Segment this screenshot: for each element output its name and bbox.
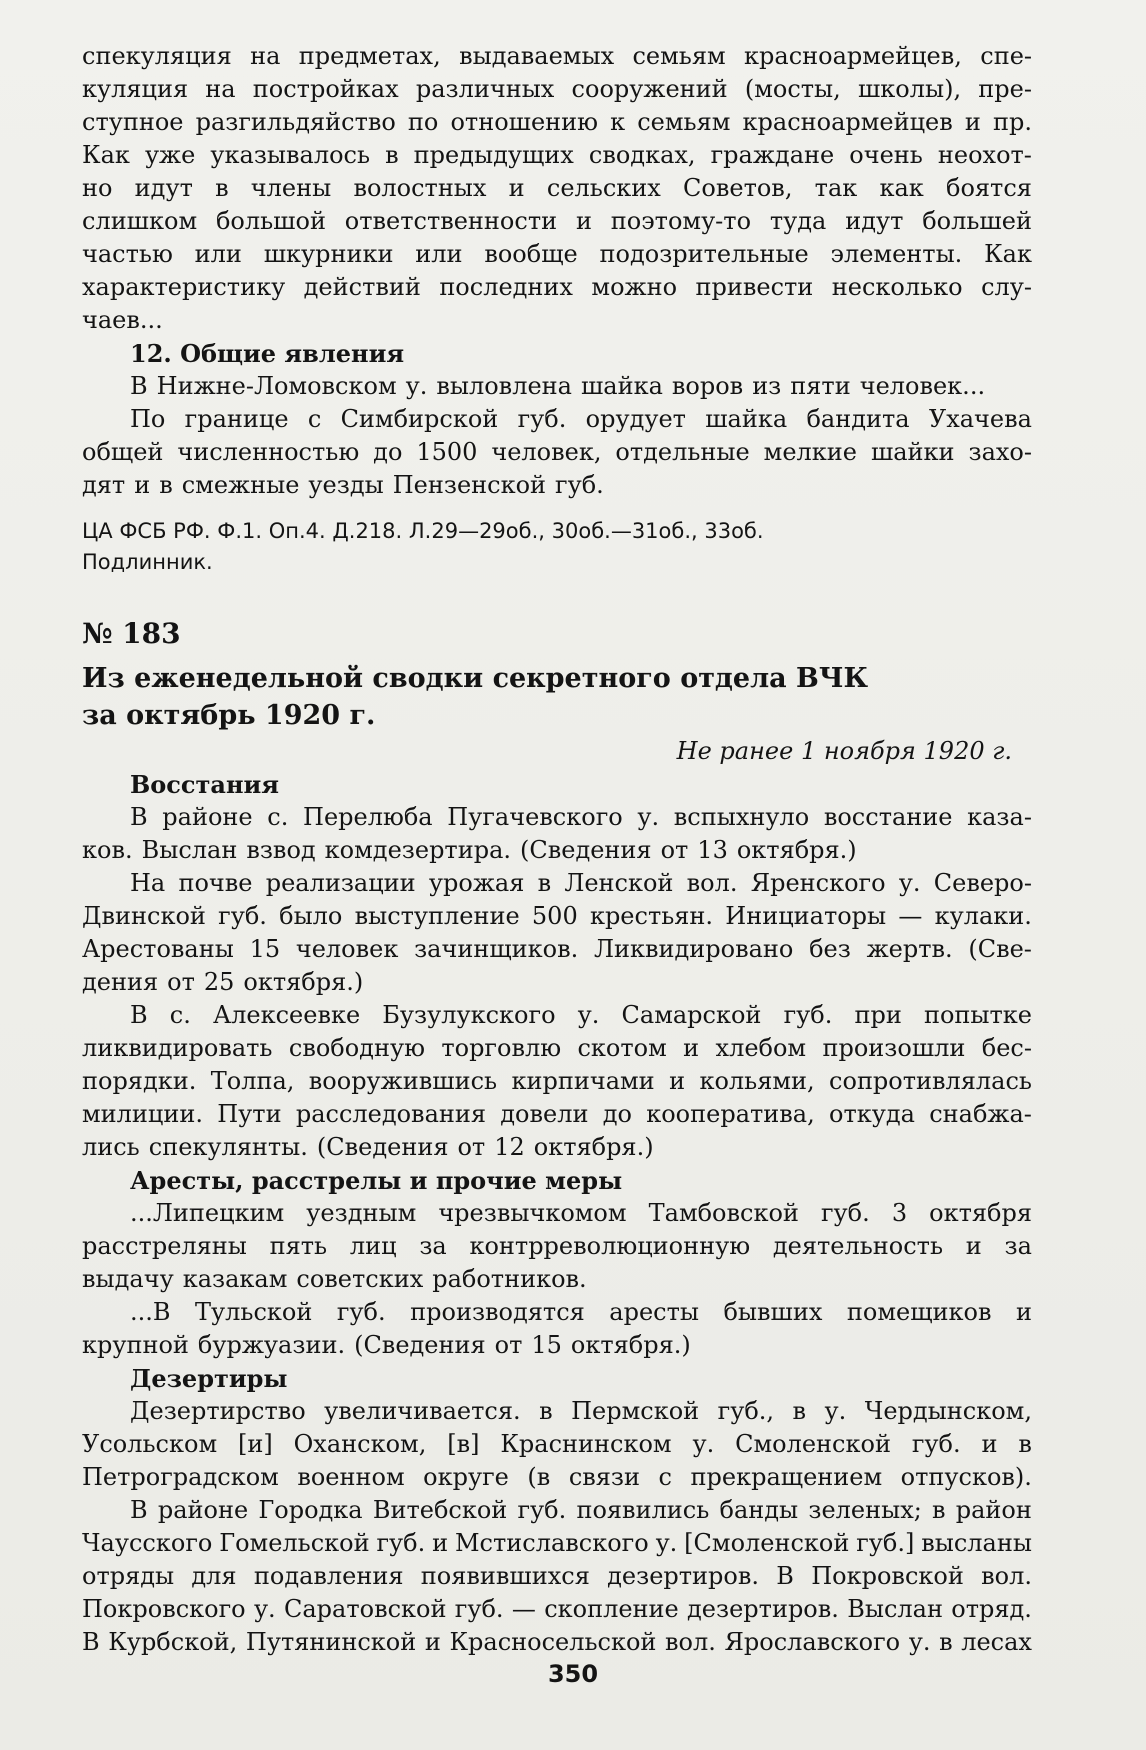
text-line: выдачу казакам советских работников.	[82, 1265, 587, 1293]
text-line: отряды для подавления появившихся дезертиров. В Покровской вол.	[82, 1562, 1032, 1590]
paragraph-desertion-increase	[82, 1395, 1032, 1494]
document-number: № 183	[82, 617, 181, 650]
text-line: ...В Тульской губ. производятся аресты бывших помещиков и	[130, 1298, 1032, 1326]
text-line: В районе Городка Витебской губ. появились банды зеленых; в район	[130, 1496, 1032, 1524]
text-line: ...Липецким уездным чрезвычкомом Тамбовской губ. 3 октября	[130, 1199, 1032, 1227]
section-heading-arrests: Аресты, расстрелы и прочие меры	[130, 1166, 623, 1195]
text-line: В Нижне-Ломовском у. выловлена шайка воров из пяти человек...	[130, 372, 986, 400]
paragraph-ukhachev-band	[82, 403, 1032, 502]
text-line: милиции. Пути расследования довели до кооператива, откуда снабжа-	[82, 1100, 1032, 1128]
text-line: куляция на постройках различных сооружений (мосты, школы), пре-	[82, 75, 1032, 103]
text-line: Петроградском военном округе (в связи с прекращением отпусков).	[82, 1463, 1032, 1491]
text-line: слишком большой ответственности и поэтому-то туда идут большей	[82, 207, 1032, 235]
text-line: Усольском [и] Оханском, [в] Краснинском у. Смоленской губ. и в	[82, 1430, 1032, 1458]
text-line: ступное разгильдяйство по отношению к семьям красноармейцев и пр.	[82, 108, 1032, 136]
document-date: Не ранее 1 ноября 1920 г.	[676, 737, 1012, 765]
paragraph-perelyub	[82, 801, 1032, 867]
paragraph-thieves	[82, 370, 1032, 403]
text-line: ликвидировать свободную торговлю скотом и хлебом произошли бес-	[82, 1034, 1032, 1062]
section-heading-uprisings: Восстания	[130, 770, 280, 799]
intro-paragraph	[82, 40, 1032, 337]
text-line: спекуляция на предметах, выдаваемых семьям красноармейцев, спе-	[82, 42, 1032, 70]
text-line: дят и в смежные уезды Пензенской губ.	[82, 471, 604, 499]
text-line: общей численностью до 1500 человек, отдельные мелкие шайки захо-	[82, 438, 1032, 466]
text-line: порядки. Толпа, вооружившись кирпичами и кольями, сопротивлялась	[82, 1067, 1032, 1095]
paragraph-tula	[82, 1296, 1032, 1362]
document-title-line-1: Из еженедельной сводки секретного отдела ВЧК	[82, 663, 869, 694]
text-line: На почве реализации урожая в Ленской вол. Яренского у. Северо-	[130, 869, 1032, 897]
section-heading-general: 12. Общие явления	[130, 339, 405, 368]
document-title-line-2: за октябрь 1920 г.	[82, 700, 376, 731]
paragraph-alekseevka	[82, 999, 1032, 1164]
text-line: Чаусского Гомельской губ. и Мстиславского у. [Смоленской губ.] высланы	[82, 1529, 1032, 1557]
text-line: Дезертирство увеличивается. в Пермской губ., в у. Чердынском,	[130, 1397, 1032, 1425]
text-line: расстреляны пять лиц за контрреволюционную деятельность и за	[82, 1232, 1032, 1260]
text-line: В Курбской, Путянинской и Красносельской вол. Ярославского у. в лесах	[82, 1628, 1032, 1656]
page-content	[82, 40, 1032, 1659]
text-line: чаев...	[82, 306, 163, 334]
text-line: Покровского у. Саратовской губ. — скопление дезертиров. Выслан отряд.	[82, 1595, 1032, 1623]
text-line: крупной буржуазии. (Сведения от 15 октября.)	[82, 1331, 691, 1359]
text-line: лись спекулянты. (Сведения от 12 октября.)	[82, 1133, 654, 1161]
text-line: Арестованы 15 человек зачинщиков. Ликвидировано без жертв. (Све-	[82, 935, 1032, 963]
archive-original-note: Подлинник.	[82, 550, 213, 574]
paragraph-lipetsk	[82, 1197, 1032, 1296]
archive-reference: ЦА ФСБ РФ. Ф.1. Оп.4. Д.218. Л.29—29об., 30об.—31об., 33об.	[82, 519, 764, 543]
text-line: характеристику действий последних можно привести несколько слу-	[82, 273, 1032, 301]
text-line: В с. Алексеевке Бузулукского у. Самарской губ. при попытке	[130, 1001, 1032, 1029]
text-line: В районе с. Перелюба Пугачевского у. вспыхнуло восстание каза-	[130, 803, 1032, 831]
page-number: 350	[547, 1660, 599, 1688]
section-heading-deserters: Дезертиры	[130, 1364, 288, 1393]
text-line: дения от 25 октября.)	[82, 968, 364, 996]
text-line: ков. Выслан взвод комдезертира. (Сведения от 13 октября.)	[82, 836, 857, 864]
text-line: Как уже указывалось в предыдущих сводках, граждане очень неохот-	[82, 141, 1032, 169]
paragraph-lenskaya	[82, 867, 1032, 999]
text-line: По границе с Симбирской губ. орудует шайка бандита Ухачева	[130, 405, 1032, 433]
text-line: Двинской губ. было выступление 500 крестьян. Инициаторы — кулаки.	[82, 902, 1032, 930]
paragraph-green-bands	[82, 1494, 1032, 1659]
text-line: но идут в члены волостных и сельских Советов, так как боятся	[82, 174, 1032, 202]
text-line: частью или шкурники или вообще подозрительные элементы. Как	[82, 240, 1032, 268]
